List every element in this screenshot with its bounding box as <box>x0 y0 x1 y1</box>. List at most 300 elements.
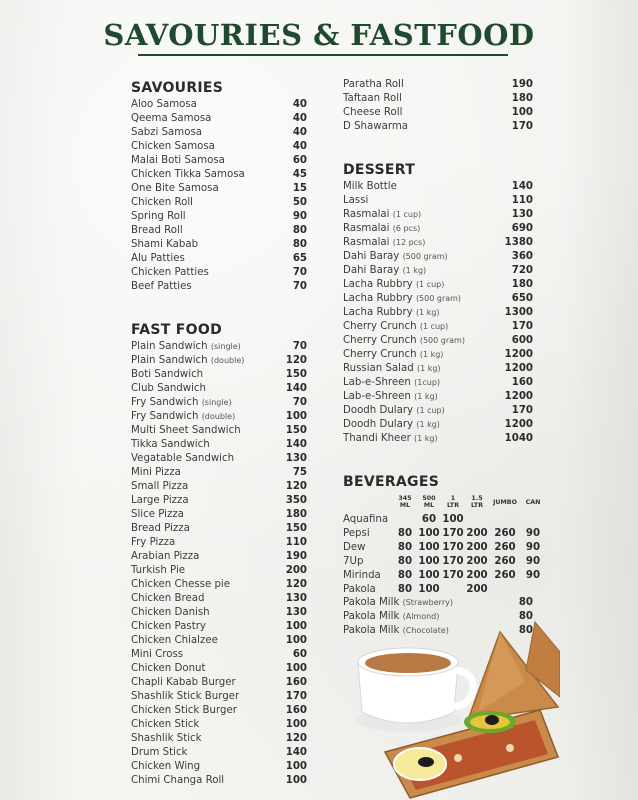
item-price: 1200 <box>504 391 533 402</box>
item-price: 120 <box>285 355 307 366</box>
item-price: 120 <box>285 481 307 492</box>
beverage-column-size: 500 <box>422 495 436 502</box>
item-price: 1200 <box>504 363 533 374</box>
item-name <box>343 120 408 134</box>
item-name-text: Beef Patties <box>131 281 192 292</box>
item-price: 170 <box>285 691 307 702</box>
dessert-item <box>343 208 533 222</box>
item-price: 100 <box>285 761 307 772</box>
item-name <box>343 92 402 106</box>
item-price: 140 <box>285 439 307 450</box>
beverage-price: 100 <box>418 527 440 539</box>
item-name <box>343 404 445 418</box>
item-name-text: Plain Sandwich <box>131 355 208 366</box>
item-price: 190 <box>285 551 307 562</box>
item-name-text: Shashlik Stick Burger <box>131 691 240 702</box>
item-price: 190 <box>511 79 533 90</box>
fastfood-item <box>131 508 307 522</box>
item-name <box>131 746 187 760</box>
item-price: 100 <box>285 775 307 786</box>
beverage-column-size: CAN <box>525 498 541 506</box>
beverage-name: Pakola <box>343 583 376 595</box>
item-name <box>131 452 234 466</box>
item-name <box>343 432 438 446</box>
item-name <box>131 126 202 140</box>
item-name <box>131 266 209 280</box>
item-name <box>131 98 197 112</box>
dessert-item <box>343 278 533 292</box>
item-price: 120 <box>285 579 307 590</box>
item-price: 1200 <box>504 349 533 360</box>
beverage-price: 170 <box>442 555 464 567</box>
item-name <box>343 306 440 320</box>
item-price: 80 <box>518 597 533 608</box>
item-name <box>131 732 202 746</box>
item-price: 140 <box>285 747 307 758</box>
item-price: 150 <box>285 425 307 436</box>
item-name-text: Lassi <box>343 195 369 206</box>
item-price: 130 <box>285 593 307 604</box>
beverage-price: 170 <box>442 541 464 553</box>
pakola-milk-item <box>343 596 533 610</box>
dessert-item <box>343 180 533 194</box>
fastfood-item <box>131 522 307 536</box>
item-price: 40 <box>292 127 307 138</box>
savouries-item <box>131 196 307 210</box>
item-price: 180 <box>511 93 533 104</box>
dessert-heading: DESSERT <box>343 162 416 178</box>
item-size: (500 gram) <box>402 252 448 261</box>
savouries-item <box>131 140 307 154</box>
beverage-price: 80 <box>397 569 413 581</box>
item-name <box>131 536 175 550</box>
beverage-price: 90 <box>525 541 541 553</box>
item-name-text: Milk Bottle <box>343 181 397 192</box>
beverage-name: Dew <box>343 541 366 553</box>
beverage-column-header <box>521 499 545 506</box>
fastfood-heading: FAST FOOD <box>131 322 222 338</box>
beverage-price: 170 <box>442 527 464 539</box>
item-name-text: One Bite Samosa <box>131 183 219 194</box>
item-name-text: Large Pizza <box>131 495 189 506</box>
rolls-item <box>343 120 533 134</box>
fastfood-item <box>131 550 307 564</box>
item-name <box>131 424 241 438</box>
item-size: (1 kg) <box>402 266 427 275</box>
item-name <box>343 208 421 222</box>
item-price: 600 <box>511 335 533 346</box>
item-price: 170 <box>511 405 533 416</box>
item-name <box>131 578 230 592</box>
item-price: 720 <box>511 265 533 276</box>
item-size: (1 cup) <box>415 280 445 289</box>
item-name-text: Fry Sandwich <box>131 411 199 422</box>
item-price: 70 <box>292 341 307 352</box>
item-name-text: Club Sandwich <box>131 383 206 394</box>
item-name <box>131 196 193 210</box>
item-size: (single) <box>201 398 232 407</box>
beverages-table <box>343 512 541 596</box>
item-name <box>131 480 188 494</box>
item-name <box>131 354 244 368</box>
rolls-item <box>343 78 533 92</box>
beverage-name: Pepsi <box>343 527 370 539</box>
item-name <box>131 494 189 508</box>
item-name <box>131 690 239 704</box>
item-name <box>131 410 235 424</box>
item-price: 1300 <box>504 307 533 318</box>
item-name-text: Lacha Rubbry <box>343 293 413 304</box>
rolls-item <box>343 106 533 120</box>
item-name-text: Alu Patties <box>131 253 185 264</box>
fastfood-item <box>131 746 307 760</box>
item-name <box>131 238 198 252</box>
item-price: 110 <box>511 195 533 206</box>
item-name <box>131 182 219 196</box>
samosa-icon <box>468 622 560 720</box>
item-name-text: Sabzi Samosa <box>131 127 203 138</box>
fastfood-list <box>131 340 307 788</box>
item-price: 80 <box>292 225 307 236</box>
savouries-item <box>131 126 307 140</box>
beverage-row <box>343 540 541 554</box>
item-name <box>343 320 448 334</box>
beverage-price: 80 <box>397 583 413 595</box>
item-name-text: Shashlik Stick <box>131 733 202 744</box>
item-name-text: Tikka Sandwich <box>131 439 210 450</box>
item-size: (1cup) <box>414 378 441 387</box>
item-name-text: Dahi Baray <box>343 251 400 262</box>
fastfood-item <box>131 424 307 438</box>
item-price: 15 <box>292 183 307 194</box>
item-name <box>131 592 204 606</box>
item-price: 160 <box>285 705 307 716</box>
item-name-text: Spring Roll <box>131 211 186 222</box>
savouries-list <box>131 98 307 294</box>
item-size: (double) <box>201 412 236 421</box>
beverage-price: 100 <box>442 513 464 525</box>
beverage-column-header <box>417 495 441 509</box>
beverage-price: 200 <box>466 569 488 581</box>
item-price: 100 <box>285 411 307 422</box>
item-price: 45 <box>292 169 307 180</box>
beverage-price: 200 <box>466 527 488 539</box>
item-price: 1200 <box>504 419 533 430</box>
item-name <box>343 348 443 362</box>
fastfood-item <box>131 718 307 732</box>
item-name-text: Cherry Crunch <box>343 335 417 346</box>
fastfood-item <box>131 732 307 746</box>
item-size: (500 gram) <box>419 336 465 345</box>
beverage-name: Mirinda <box>343 569 381 581</box>
beverage-price: 170 <box>442 569 464 581</box>
item-name <box>343 292 461 306</box>
item-name <box>343 250 448 264</box>
item-name-text: Multi Sheet Sandwich <box>131 425 241 436</box>
savouries-item <box>131 210 307 224</box>
item-flavour: (Almond) <box>402 612 440 621</box>
item-name <box>131 564 185 578</box>
beverage-column-unit: LTR <box>470 502 484 509</box>
item-name-text: Slice Pizza <box>131 509 184 520</box>
fastfood-item <box>131 340 307 354</box>
beverage-column-header <box>393 495 417 509</box>
item-name <box>131 466 181 480</box>
item-name-text: Rasmalai <box>343 223 390 234</box>
item-size: (1 kg) <box>414 392 438 401</box>
fastfood-item <box>131 760 307 774</box>
item-name <box>131 438 210 452</box>
beverages-column-headers <box>343 492 541 512</box>
item-price: 150 <box>285 369 307 380</box>
item-price: 1040 <box>504 433 533 444</box>
item-size: (1 kg) <box>416 420 440 429</box>
beverage-column-header <box>441 495 465 509</box>
dessert-list <box>343 180 533 446</box>
item-name-text: Malai Boti Samosa <box>131 155 225 166</box>
item-flavour: (Chocolate) <box>402 626 449 635</box>
beverage-price: 100 <box>418 555 440 567</box>
savouries-item <box>131 238 307 252</box>
item-name <box>343 376 440 390</box>
item-price: 60 <box>292 649 307 660</box>
beverage-column-unit: ML <box>423 502 435 509</box>
fastfood-item <box>131 564 307 578</box>
item-name <box>343 362 441 376</box>
item-name-text: Chicken Pastry <box>131 621 206 632</box>
fastfood-item <box>131 704 307 718</box>
item-name <box>131 396 232 410</box>
item-name-text: Chicken Stick <box>131 719 200 730</box>
item-name <box>343 390 438 404</box>
item-price: 60 <box>292 155 307 166</box>
beverage-row <box>343 554 541 568</box>
dessert-item <box>343 390 533 404</box>
dessert-item <box>343 236 533 250</box>
fastfood-item <box>131 774 307 788</box>
item-name-text: Dahi Baray <box>343 265 400 276</box>
item-flavour: (Strawberry) <box>402 598 453 607</box>
item-price: 160 <box>285 677 307 688</box>
beverage-column-unit: LTR <box>446 502 460 509</box>
item-name-text: Lab-e-Shreen <box>343 377 411 388</box>
item-name-text: Arabian Pizza <box>131 551 200 562</box>
item-name <box>131 508 184 522</box>
dessert-item <box>343 250 533 264</box>
item-name-text: Rasmalai <box>343 237 390 248</box>
item-name <box>131 774 224 788</box>
item-size: (1 kg) <box>415 308 440 317</box>
item-size: (1 cup) <box>419 322 449 331</box>
fastfood-item <box>131 634 307 648</box>
savouries-item <box>131 182 307 196</box>
item-name-text: Doodh Dulary <box>343 405 414 416</box>
item-name <box>131 112 211 126</box>
item-size: (1 cup) <box>416 406 445 415</box>
fastfood-item <box>131 648 307 662</box>
food-illustration <box>350 612 560 800</box>
item-size: (double) <box>210 356 245 365</box>
fastfood-item <box>131 578 307 592</box>
beverage-price: 100 <box>418 583 440 595</box>
item-name-text: Rasmalai <box>343 209 390 220</box>
beverage-column-size: 345 <box>398 495 412 502</box>
item-name <box>131 252 185 266</box>
item-name-text: Chicken Patties <box>131 267 209 278</box>
item-size: (1 cup) <box>392 210 422 219</box>
dessert-item <box>343 362 533 376</box>
savouries-item <box>131 252 307 266</box>
dessert-item <box>343 404 533 418</box>
beverage-row <box>343 526 541 540</box>
tea-cup-icon <box>356 648 473 732</box>
item-name-text: Cherry Crunch <box>343 349 417 360</box>
item-price: 350 <box>285 495 307 506</box>
item-name <box>343 236 425 250</box>
item-price: 100 <box>285 621 307 632</box>
beverages-heading: BEVERAGES <box>343 474 440 490</box>
fastfood-item <box>131 676 307 690</box>
beverage-price: 260 <box>494 555 516 567</box>
item-size: (single) <box>210 342 241 351</box>
item-name-text: Cherry Crunch <box>343 321 417 332</box>
beverage-price: 100 <box>418 569 440 581</box>
item-name-text: Pakola Milk <box>343 625 400 636</box>
beverage-price: 90 <box>525 527 541 539</box>
item-price: 110 <box>285 537 307 548</box>
item-price: 100 <box>285 635 307 646</box>
beverage-row <box>343 582 533 596</box>
item-price: 120 <box>285 733 307 744</box>
item-price: 75 <box>292 467 307 478</box>
item-price: 360 <box>511 251 533 262</box>
item-price: 90 <box>292 211 307 222</box>
savouries-item <box>131 224 307 238</box>
fastfood-item <box>131 662 307 676</box>
item-size: (1 kg) <box>416 364 441 373</box>
item-name-text: Chicken Danish <box>131 607 210 618</box>
item-size: (1 kg) <box>419 350 444 359</box>
beverage-price: 80 <box>397 527 413 539</box>
dessert-item <box>343 306 533 320</box>
item-name <box>131 634 218 648</box>
item-price: 100 <box>285 663 307 674</box>
item-name <box>131 140 215 154</box>
beverage-name: 7Up <box>343 555 364 567</box>
item-name-text: Doodh Dulary <box>343 419 414 430</box>
item-name <box>343 278 444 292</box>
dessert-item <box>343 348 533 362</box>
item-price: 180 <box>511 279 533 290</box>
item-price: 130 <box>285 607 307 618</box>
beverage-column-size: 1.5 <box>471 495 483 502</box>
item-price: 130 <box>511 209 533 220</box>
dessert-item <box>343 292 533 306</box>
item-name-text: Pakola Milk <box>343 597 400 608</box>
item-name <box>343 180 397 194</box>
item-price: 80 <box>518 625 533 636</box>
item-name <box>343 264 426 278</box>
item-price: 40 <box>292 141 307 152</box>
beverage-name: Aquafina <box>343 513 389 525</box>
menu-title: SAVOURIES & FASTFOOD <box>103 18 535 52</box>
item-price: 80 <box>518 611 533 622</box>
item-name <box>131 382 206 396</box>
item-name-text: Chicken Wing <box>131 761 201 772</box>
item-price: 70 <box>292 267 307 278</box>
item-name <box>131 662 206 676</box>
fastfood-item <box>131 494 307 508</box>
item-name <box>131 760 200 774</box>
item-name <box>131 550 199 564</box>
beverage-price: 80 <box>397 555 413 567</box>
beverage-column-unit: ML <box>399 502 411 509</box>
item-price: 40 <box>292 99 307 110</box>
item-name <box>131 606 210 620</box>
item-name <box>131 280 192 294</box>
item-name <box>131 718 199 732</box>
item-size: (6 pcs) <box>392 224 421 233</box>
fastfood-item <box>131 368 307 382</box>
beverage-price: 260 <box>494 569 516 581</box>
item-name-text: Chicken Roll <box>131 197 194 208</box>
item-price: 100 <box>511 107 533 118</box>
beverage-price: 90 <box>525 555 541 567</box>
item-name <box>343 106 402 120</box>
item-name <box>131 648 183 662</box>
item-name <box>131 704 237 718</box>
item-name-text: Qeema Samosa <box>131 113 212 124</box>
item-name <box>131 340 241 354</box>
item-name-text: D Shawarma <box>343 121 408 132</box>
left-column <box>131 78 307 788</box>
item-price: 170 <box>511 321 533 332</box>
item-price: 160 <box>511 377 533 388</box>
fastfood-item <box>131 382 307 396</box>
item-price: 650 <box>511 293 533 304</box>
item-name-text: Boti Sandwich <box>131 369 204 380</box>
item-size: (500 gram) <box>415 294 462 303</box>
item-name-text: Aloo Samosa <box>131 99 197 110</box>
fastfood-item <box>131 452 307 466</box>
beverage-row <box>343 568 541 582</box>
item-name <box>343 222 420 236</box>
item-name-text: Russian Salad <box>343 363 414 374</box>
item-name-text: Lacha Rubbry <box>343 279 413 290</box>
beverage-price: 60 <box>421 513 437 525</box>
savouries-item <box>131 266 307 280</box>
item-name-text: Chicken Chialzee <box>131 635 218 646</box>
item-name-text: Pakola Milk <box>343 611 400 622</box>
item-name-text: Drum Stick <box>131 747 188 758</box>
dessert-item <box>343 418 533 432</box>
item-name-text: Bread Roll <box>131 225 183 236</box>
item-price: 150 <box>285 523 307 534</box>
right-column <box>343 78 541 638</box>
beverage-price: 80 <box>397 541 413 553</box>
item-price: 130 <box>285 453 307 464</box>
item-price: 200 <box>285 565 307 576</box>
item-name-text: Mini Cross <box>131 649 184 660</box>
fastfood-item <box>131 536 307 550</box>
item-price: 140 <box>285 383 307 394</box>
item-name <box>343 418 440 432</box>
item-name <box>343 334 465 348</box>
item-price: 140 <box>511 181 533 192</box>
item-name-text: Chicken Donut <box>131 663 206 674</box>
beverage-price: 200 <box>466 583 488 595</box>
fastfood-item <box>131 480 307 494</box>
